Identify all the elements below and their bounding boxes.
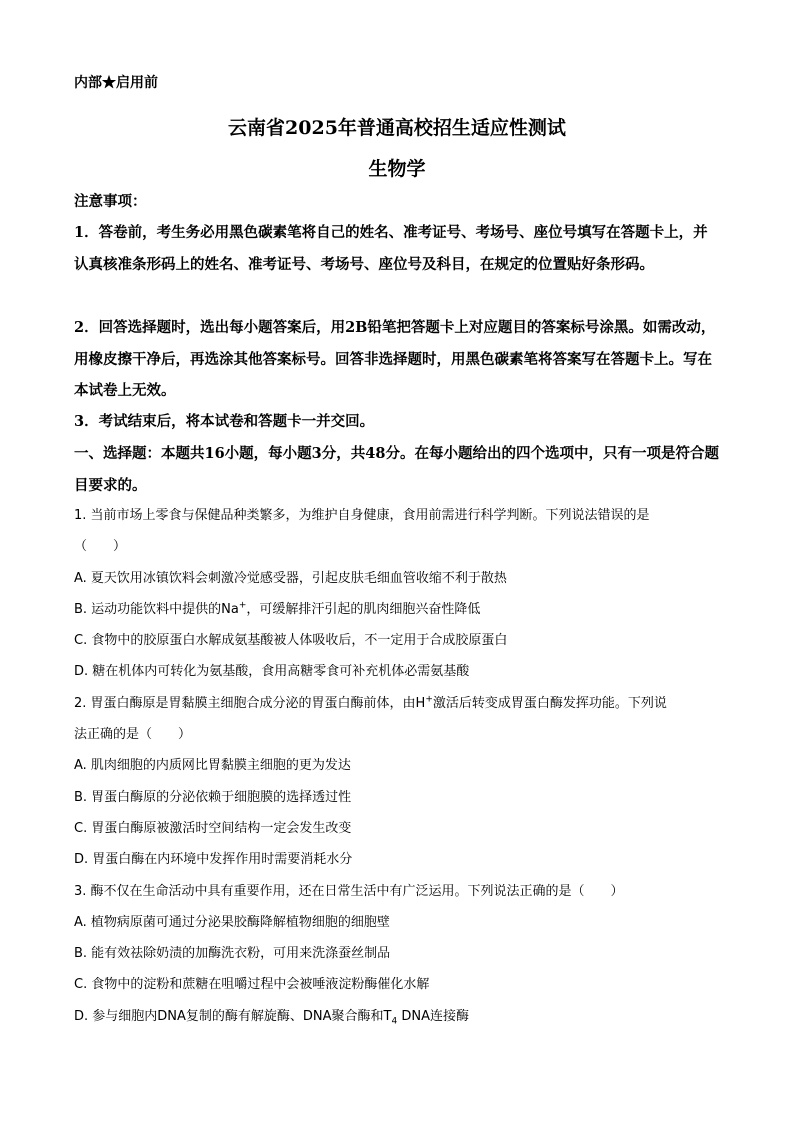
question-1-option-d: D. 糖在机体内可转化为氨基酸，食用高糖零食可补充机体必需氨基酸 [74,664,470,680]
question-2-option-a: A. 肌肉细胞的内质网比胃黏膜主细胞的更为发达 [74,758,351,774]
question-2-option-b: B. 胃蛋白酶原的分泌依赖于细胞膜的选择透过性 [74,789,352,805]
question-1-option-b: B. 运动功能饮料中提供的Na+，可缓解排汗引起的肌肉细胞兴奋性降低 [74,600,481,617]
question-3-stem: 3. 酶不仅在生命活动中具有重要作用，还在日常生活中有广泛运用。下列说法正确的是（ ） [74,883,624,899]
question-1-option-c: C. 食物中的胶原蛋白水解成氨基酸被人体吸收后，不一定用于合成胶原蛋白 [74,633,508,649]
question-3-option-c: C. 食物中的淀粉和蔗糖在咀嚼过程中会被唾液淀粉酶催化水解 [74,977,430,993]
confidential-label: 内部★启用前 [74,75,158,91]
question-2-stem: 2. 胃蛋白酶原是胃黏膜主细胞合成分泌的胃蛋白酶前体，由H+激活后转变成胃蛋白酶发挥功能。下列说 [74,694,667,711]
question-1-stem-bracket: （ ） [74,539,127,555]
question-2-option-c: C. 胃蛋白酶原被激活时空间结构一定会发生改变 [74,820,352,836]
questions [74,500,722,1032]
question-1-stem: 1. 当前市场上零食与保健品种类繁多，为维护自身健康，食用前需进行科学判断。下列说法错误的是 [74,508,650,523]
question-2-stem-line2: 法正确的是（ ） [74,727,192,743]
notes-heading: 注意事项： [74,193,147,210]
section-heading: 一、选择题：本题共16小题，每小题3分，共48分。在每小题给出的四个选项中，只有一项是符合题目要求的。 [74,445,719,494]
note-item-3: 3．考试结束后，将本试卷和答题卡一并交回。 [74,413,375,430]
question-3-option-b: B. 能有效祛除奶渍的加酶洗衣粉，可用来洗涤蚕丝制品 [74,946,391,962]
note-item-2: 2．回答选择题时，选出每小题答案后，用2B铅笔把答题卡上对应题目的答案标号涂黑。如需改动，用橡皮擦干净后，再选涂其他答案标号。回答非选择题时，用黑色碳素笔将答案写在答题卡上。写在本试卷上无效。 [74,319,716,399]
question-2-option-d: D. 胃蛋白酶在内环境中发挥作用时需要消耗水分 [74,852,353,868]
question-3-option-a: A. 植物病原菌可通过分泌果胶酶降解植物细胞的细胞壁 [74,914,390,930]
question-3-option-d: D. 参与细胞内DNA复制的酶有解旋酶、DNA聚合酶和$T_4$ DNA连接酶 [74,1008,469,1027]
question-1-option-a: A. 夏天饮用冰镇饮料会刺激冷觉感受器，引起皮肤毛细血管收缩不利于散热 [74,570,507,586]
subject-title: 生物学 [368,158,426,180]
note-item-1: 1．答卷前，考生务必用黑色碳素笔将自己的姓名、准考证号、考场号、座位号填写在答题卡上，并认真核准条形码上的姓名、准考证号、考场号、座位号及科目，在规定的位置贴好条形码。 [74,224,708,273]
exam-title: 云南省2025年普通高校招生适应性测试 [228,117,566,139]
